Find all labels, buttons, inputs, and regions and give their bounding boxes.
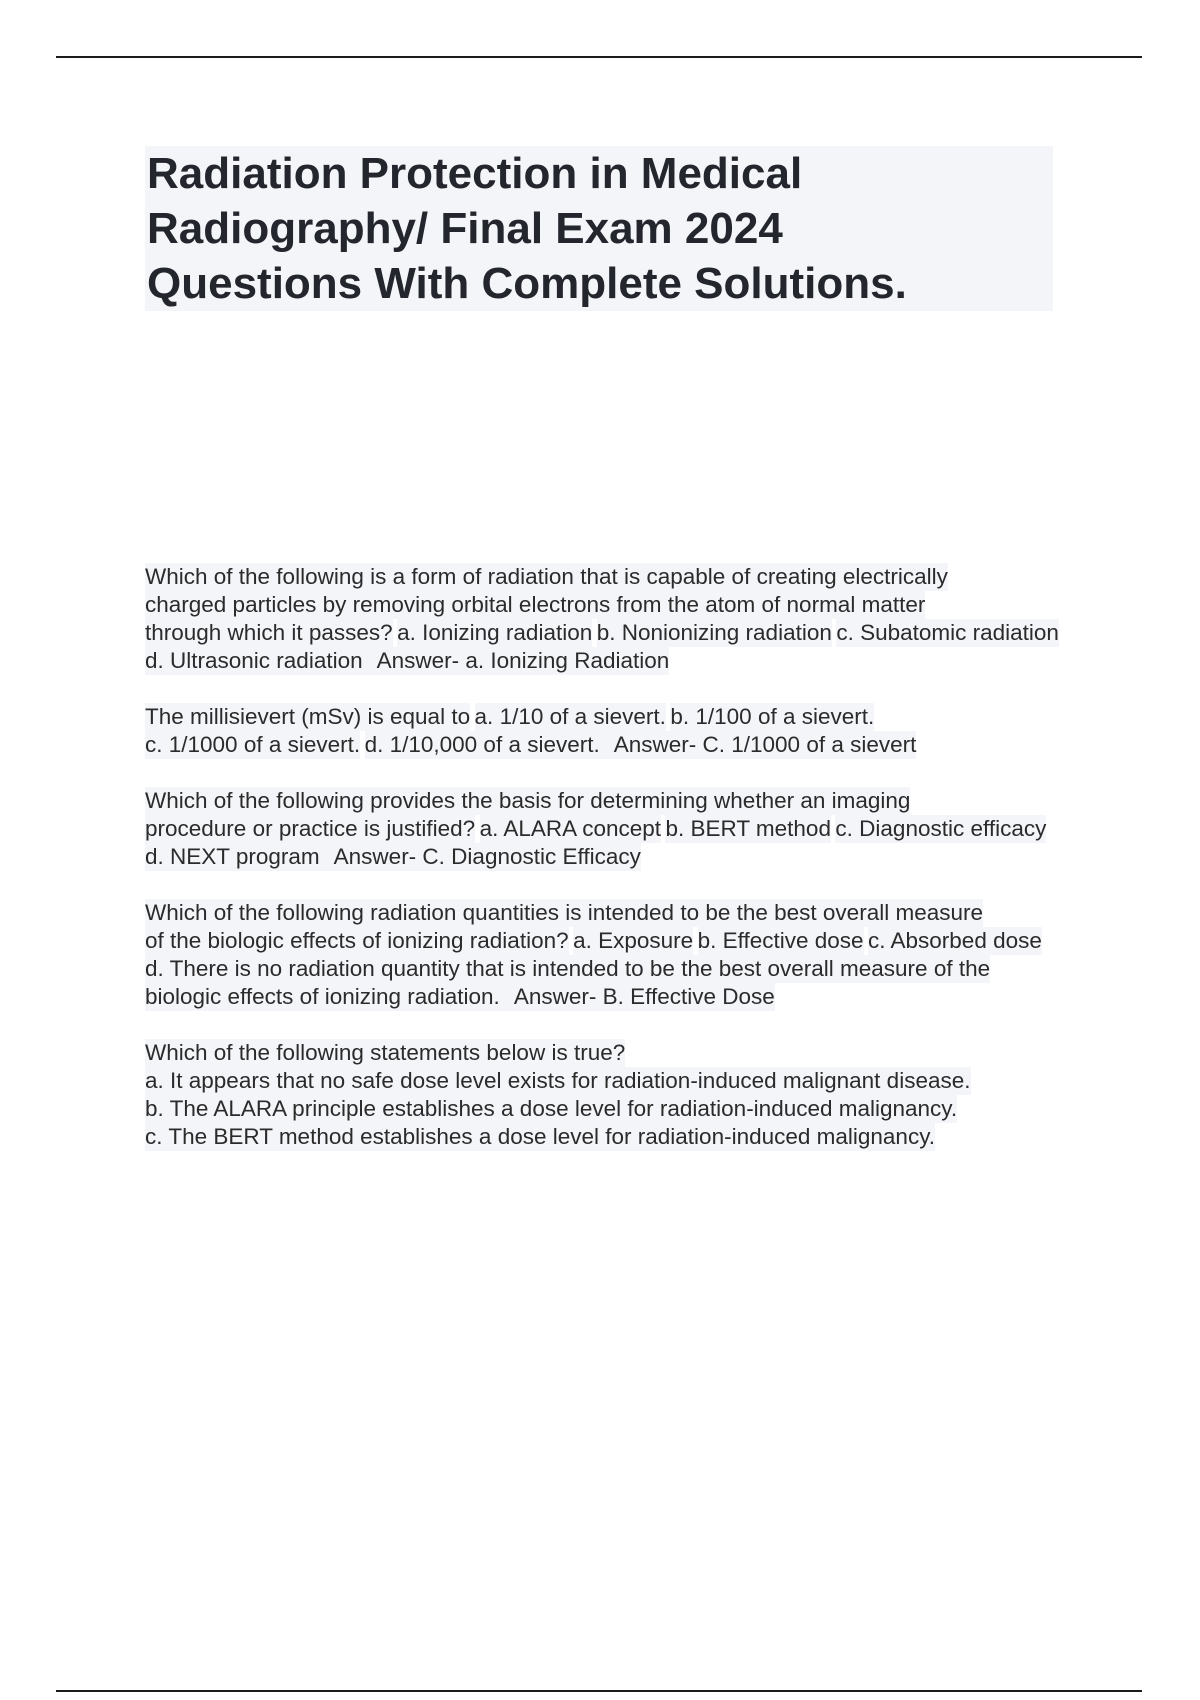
option-c: c. Absorbed dose	[868, 928, 1042, 953]
option-a: a. 1/10 of a sievert.	[474, 704, 666, 729]
option-d-with-answer	[145, 843, 641, 871]
option-d: d. NEXT program	[145, 844, 320, 869]
question-4	[145, 899, 1065, 1011]
option-d-with-answer	[365, 731, 917, 759]
answer-text: Answer- a. Ionizing Radiation	[376, 648, 670, 673]
option-d-with-answer	[145, 647, 669, 675]
title-line: Radiography/ Final Exam 2024	[147, 204, 783, 253]
option-d-continuation: biologic effects of ionizing radiation.	[145, 984, 500, 1009]
option-c: c. 1/1000 of a sievert.	[145, 732, 361, 757]
question-stem: procedure or practice is justified?	[145, 816, 476, 841]
option-a: a. Ionizing radiation	[397, 620, 593, 645]
answer-text: Answer- B. Effective Dose	[513, 984, 775, 1009]
option-d: d. Ultrasonic radiation	[145, 648, 363, 673]
question-stem: Which of the following radiation quantities is intended to be the best overall measure	[145, 900, 983, 925]
title-line: Radiation Protection in Medical	[147, 149, 803, 198]
option-d: d. 1/10,000 of a sievert.	[364, 732, 600, 757]
option-a: a. Exposure	[573, 928, 694, 953]
question-stem: through which it passes?	[145, 620, 393, 645]
option-c: c. Subatomic radiation	[836, 620, 1059, 645]
question-stem: Which of the following provides the basis for determining whether an imaging	[145, 788, 911, 813]
document-title	[145, 146, 1053, 311]
title-line: Questions With Complete Solutions.	[147, 259, 907, 308]
option-b: b. BERT method	[665, 816, 831, 841]
option-a: a. It appears that no safe dose level exists for radiation-induced malignant disease.	[145, 1068, 971, 1093]
question-5	[145, 1039, 1065, 1151]
option-a: a. ALARA concept	[479, 816, 661, 841]
option-b: b. 1/100 of a sievert.	[670, 704, 875, 729]
question-2	[145, 703, 1065, 759]
option-b: b. Nonionizing radiation	[596, 620, 832, 645]
option-b: b. Effective dose	[697, 928, 864, 953]
option-b: b. The ALARA principle establishes a dose level for radiation-induced malignancy.	[145, 1096, 958, 1121]
question-list	[145, 563, 1065, 1179]
top-rule	[56, 56, 1142, 58]
question-stem: The millisievert (mSv) is equal to	[145, 704, 471, 729]
bottom-rule	[56, 1690, 1142, 1692]
option-d-continuation-with-answer	[145, 983, 775, 1011]
option-c: c. Diagnostic efficacy	[835, 816, 1047, 841]
question-stem: Which of the following statements below is true?	[145, 1040, 626, 1065]
option-d: d. There is no radiation quantity that is intended to be the best overall measure of the	[145, 956, 991, 981]
question-stem: charged particles by removing orbital electrons from the atom of normal matter	[145, 592, 926, 617]
question-3	[145, 787, 1065, 871]
question-stem: of the biologic effects of ionizing radiation?	[145, 928, 569, 953]
answer-text: Answer- C. Diagnostic Efficacy	[333, 844, 641, 869]
question-stem: Which of the following is a form of radiation that is capable of creating electrically	[145, 564, 948, 589]
option-c: c. The BERT method establishes a dose level for radiation-induced malignancy.	[145, 1124, 936, 1149]
answer-text: Answer- C. 1/1000 of a sievert	[613, 732, 917, 757]
question-1	[145, 563, 1065, 675]
